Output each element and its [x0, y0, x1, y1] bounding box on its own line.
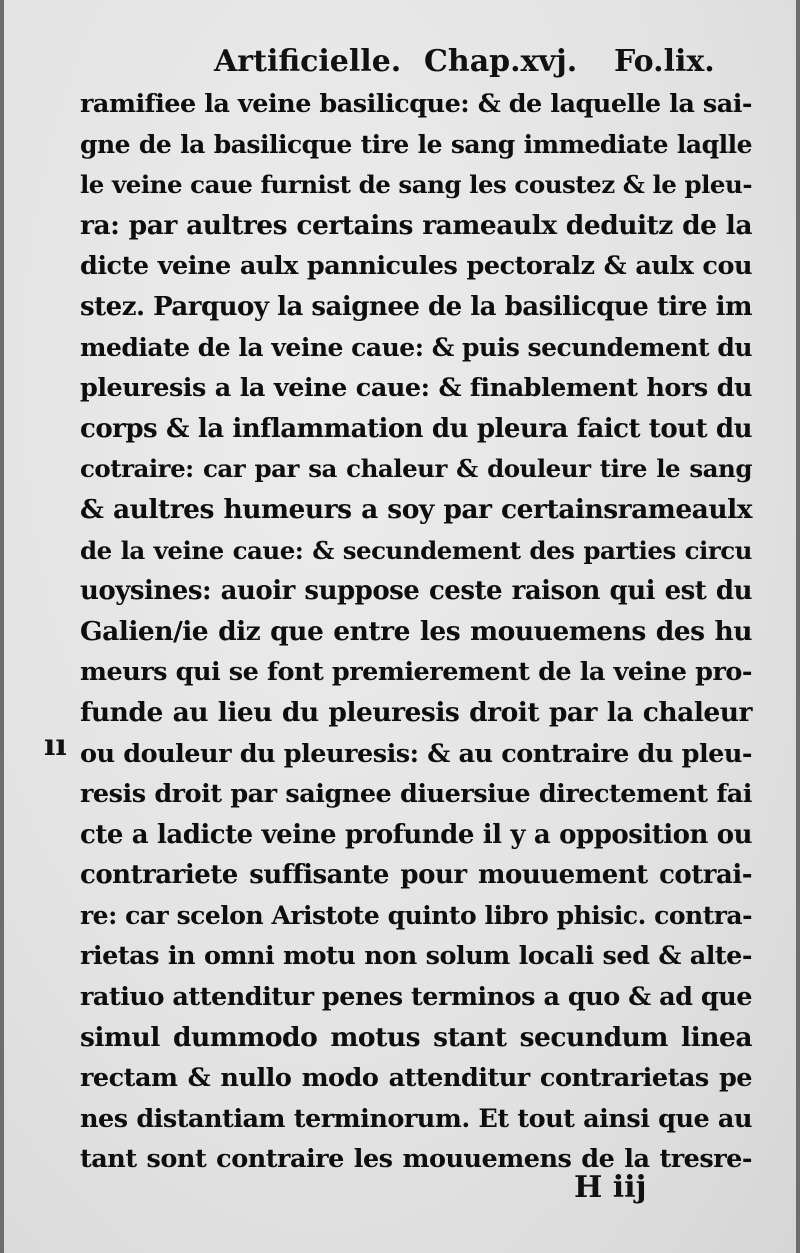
- text-line: funde au lieu du pleuresis droit par la chaleur: [80, 696, 752, 728]
- text-line: rectam & nullo modo attenditur contrarietas pe: [80, 1063, 752, 1094]
- signature-mark: H iij: [574, 1170, 647, 1205]
- text-line: rietas in omni motu non solum locali sed & alte-: [80, 941, 752, 972]
- text-line: ratiuo attenditur penes terminos a quo & ad que: [80, 982, 752, 1013]
- text-line: resis droit par saignee diuersiue directement fai: [80, 779, 752, 810]
- text-line: ou douleur du pleuresis: & au contraire du pleu-: [80, 738, 752, 769]
- text-line: uoysines: auoir suppose ceste raison qui est du: [80, 576, 752, 607]
- text-line: re: car scelon Aristote quinto libro phisic. contra-: [80, 900, 752, 930]
- text-line: de la veine caue: & secundement des parties circu: [80, 535, 752, 565]
- text-line: nes distantiam terminorum. Et tout ainsi que au: [80, 1103, 752, 1134]
- running-header: [214, 44, 734, 88]
- text-line: corps & la inflammation du pleura faict tout du: [80, 413, 752, 444]
- margin-marker: ıı: [44, 728, 67, 763]
- text-line: simul dummodo motus stant secundum linea: [80, 1021, 752, 1053]
- text-line: & aultres humeurs a soy par certainsrameaulx: [80, 493, 752, 525]
- text-line: meurs qui se font premierement de la veine pro-: [80, 657, 752, 688]
- text-line: ramifiee la veine basilicque: & de laquelle la sai-: [80, 89, 752, 119]
- header-title: Artificielle.: [214, 44, 402, 79]
- header-folio: Fo.lix.: [614, 44, 715, 79]
- text-line: cte a ladicte veine profunde il y a opposition ou: [80, 819, 752, 850]
- text-line: gne de la basilicque tire le sang immediate laqlle: [80, 129, 752, 159]
- text-line: le veine caue furnist de sang les coustez & le pleu-: [80, 170, 752, 200]
- body-text: [80, 84, 752, 1180]
- text-line: Galien/ie diz que entre les mouuemens des hu: [80, 615, 752, 647]
- text-line: ra: par aultres certains rameaulx deduitz de la: [80, 209, 752, 241]
- text-line: dicte veine aulx pannicules pectoralz & aulx cou: [80, 251, 752, 282]
- text-line: pleuresis a la veine caue: & finablement hors du: [80, 373, 752, 404]
- header-chapter: Chap.xvj.: [424, 44, 578, 79]
- text-line: mediate de la veine caue: & puis secundement du: [80, 332, 752, 362]
- text-line: stez. Parquoy la saignee de la basilicque tire im: [80, 291, 752, 322]
- text-line: contrariete suffisante pour mouuement cotrai-: [80, 860, 752, 891]
- text-line: cotraire: car par sa chaleur & douleur tire le sang: [80, 454, 752, 484]
- book-page: [4, 0, 796, 1253]
- text-line: tant sont contraire les mouuemens de la tresre-: [80, 1144, 752, 1175]
